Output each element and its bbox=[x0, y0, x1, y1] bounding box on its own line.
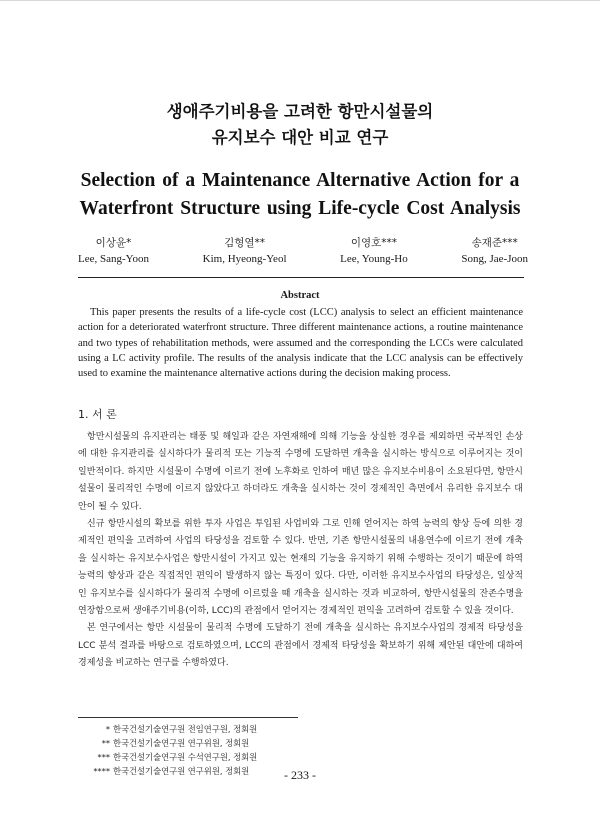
footnote-mark: * bbox=[105, 724, 110, 734]
page-number: - 233 - bbox=[284, 768, 316, 782]
author-korean-name: 김형열** bbox=[224, 237, 266, 249]
abstract-text: This paper presents the results of a life-cycle cost (LCC) analysis to select an efficient maintenance action for a deteriorated waterfront structure. Three different maintenance actions, a routine maintenance and two types of rehabilitation methods, were assumed and the corresponding the LCCs were calculated using a LC activity profile. The results of the analysis indicate that the LCC analysis can be effectively used to examine the maintenance alternative actions during the decision making process. bbox=[78, 307, 523, 380]
author-korean-name: 이영호*** bbox=[350, 237, 398, 249]
header-divider bbox=[78, 277, 524, 278]
body-paragraph: 본 연구에서는 항만 시설물이 물리적 수명에 도달하기 전에 개축을 실시하는 유지보수사업의 경제적 타당성을 LCC 분석 결과를 바탕으로 검토하였으며, LCC의 관점에서 경제적 타당성을 확보하기 위해 제안된 대안에 대하여 경제성을 비교하는 연구를 수행하였다. bbox=[78, 623, 523, 669]
english-title bbox=[0, 167, 600, 223]
body-paragraph: 신규 항만시설의 확보를 위한 투자 사업은 투입된 사업비와 그로 인해 얻어지는 하역 능력의 향상 등에 의한 경제적인 편익을 고려하여 사업의 타당성을 검토할 수 있다. 반면, 기존 항만시설물의 내용연수에 이르기 전에 개축을 실시하는 유지보수사업은 항만시설이 가지고 있는 현재의 기능을 유지하기 위해 수행하는 것이기 때문에 하역능력의 향상과 같은 직접적인 편익이 발생하지 않는 특징이 있다. 다만, 이러한 유지보수사업의 타당성은, 일상적인 유지보수를 실시하다가 물리적 수명에 이르렀을 때 개축을 실시하는 것과 비교하여, 항만시설물의 잔존수명을 연장함으로써 생애주기비용(이하, LCC)의 관점에서 얻어지는 경제적인 편익을 고려하여 검토할 수 있을 것이다. bbox=[78, 519, 523, 617]
author-english-name: Kim, Hyeong-Yeol bbox=[202, 253, 287, 265]
english-title-line-2: Waterfront Structure using Life-cycle Cost Analysis bbox=[79, 198, 521, 219]
korean-title bbox=[0, 99, 600, 151]
body-paragraph: 항만시설물의 유지관리는 태풍 및 해일과 같은 자연재해에 의해 기능을 상실한 경우를 제외하면 국부적인 손상에 대한 유지관리를 실시하다가 물리적 또는 기능적 수명에 도달하면 개축을 실시하는 방식으로 이루어지는 것이 일반적이다. 하지만 시설물이 수명에 이르기 전에 노후화로 인하여 매년 많은 유지보수비용이 소요된다면, 항만시설물이 물리적인 수명에 이르지 않았다고 하더라도 개축을 실시하는 것이 경제적인 측면에서 유리한 유지보수 대안이 될 수 있다. bbox=[78, 432, 523, 512]
author bbox=[203, 235, 287, 267]
footnote-mark: ** bbox=[101, 738, 110, 748]
section-body bbox=[78, 429, 523, 673]
footnote bbox=[78, 722, 378, 736]
footnote-divider bbox=[78, 717, 298, 718]
author bbox=[340, 235, 408, 267]
author-english-name: Lee, Young-Ho bbox=[340, 253, 408, 265]
author-list bbox=[78, 235, 528, 267]
korean-title-line-1: 생애주기비용을 고려한 항만시설물의 bbox=[166, 102, 434, 121]
footnote-mark: *** bbox=[97, 752, 110, 762]
footnote-mark: **** bbox=[93, 766, 110, 776]
section-heading: 1. 서 론 bbox=[78, 408, 117, 421]
author bbox=[78, 235, 149, 267]
footnote-text: 한국건설기술연구원 연구위원, 정회원 bbox=[113, 738, 250, 748]
author-korean-name: 송재준*** bbox=[471, 237, 518, 249]
footnote-text: 한국건설기술연구원 수석연구원, 정회원 bbox=[113, 752, 258, 762]
author bbox=[461, 235, 528, 267]
english-title-line-1: Selection of a Maintenance Alternative Action for a bbox=[80, 170, 520, 191]
footnote-text: 한국건설기술연구원 연구위원, 정회원 bbox=[113, 766, 250, 776]
footnote bbox=[78, 750, 378, 764]
footnote bbox=[78, 736, 378, 750]
author-english-name: Song, Jae-Joon bbox=[461, 253, 528, 265]
author-korean-name: 이상윤* bbox=[95, 237, 132, 249]
author-english-name: Lee, Sang-Yoon bbox=[78, 253, 149, 265]
abstract-heading: Abstract bbox=[280, 290, 320, 301]
korean-title-line-2: 유지보수 대안 비교 연구 bbox=[211, 128, 389, 147]
footnote-text: 한국건설기술연구원 전임연구원, 정회원 bbox=[113, 724, 258, 734]
